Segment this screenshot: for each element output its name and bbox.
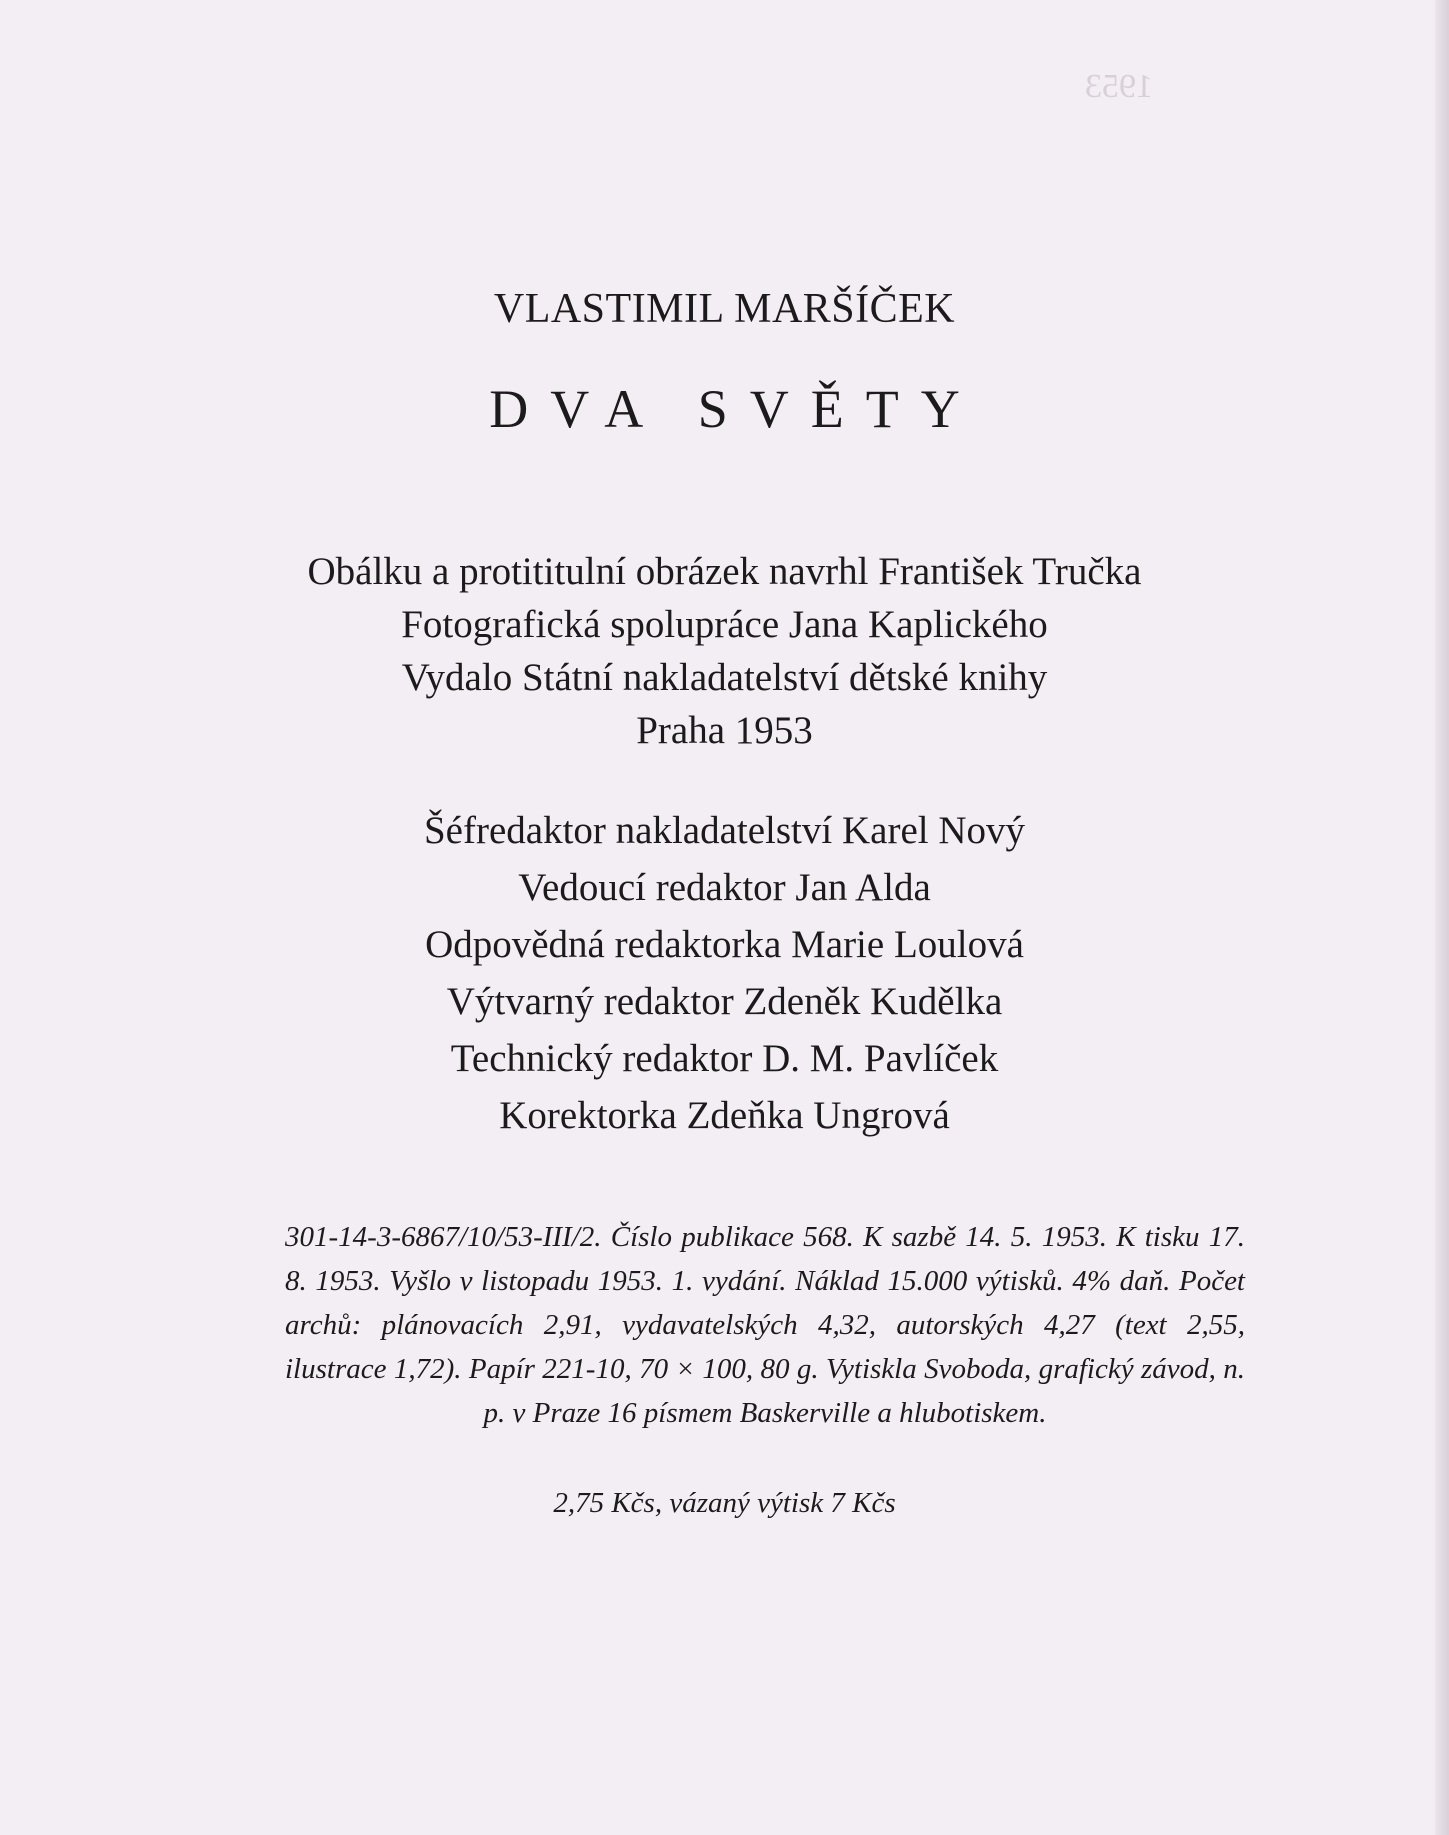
credit-line-place-year: Praha 1953 [636, 709, 813, 752]
staff-line-chief-editor: Šéfredaktor nakladatelství Karel Nový [423, 809, 1026, 852]
staff-block [0, 802, 1449, 1144]
author-name: VLASTIMIL MARŠÍČEK [493, 286, 956, 332]
book-title: DVA SVĚTY [489, 379, 982, 439]
credit-line-cover: Obálku a protititulní obrázek navrhl František Tručka [307, 550, 1142, 593]
bleed-through-text: 1953 [1085, 68, 1153, 105]
credits-block [0, 545, 1449, 757]
staff-line-managing-editor: Vedoucí redaktor Jan Alda [518, 866, 931, 909]
credit-line-publisher: Vydalo Státní nakladatelství dětské knihy [401, 656, 1048, 699]
staff-line-responsible-editor: Odpovědná redaktorka Marie Loulová [425, 923, 1024, 966]
staff-line-proofreader: Korektorka Zdeňka Ungrová [499, 1094, 950, 1137]
credit-line-photo: Fotografická spolupráce Jana Kaplického [401, 603, 1048, 646]
price-line: 2,75 Kčs, vázaný výtisk 7 Kčs [553, 1487, 896, 1519]
staff-line-art-editor: Výtvarný redaktor Zdeněk Kudělka [446, 980, 1003, 1023]
staff-line-technical-editor: Technický redaktor D. M. Pavlíček [450, 1037, 999, 1080]
colophon-text: 301-14-3-6867/10/53-III/2. Číslo publikace 568. K sazbě 14. 5. 1953. K tisku 17. 8. 1953. Vyšlo v listopadu 1953. 1. vydání. Náklad 15.000 výtisků. 4% daň. Počet archů: plánovacích 2,91, vydavatelských 4,32, autorských 4,27 (text 2,55, ilustrace 1,72). Papír 221-10, 70 × 100, 80 g. Vytiskla Svoboda, grafický závod, n. p. v Praze 16 písmem Baskerville a hlubotiskem. [285, 1221, 1245, 1429]
